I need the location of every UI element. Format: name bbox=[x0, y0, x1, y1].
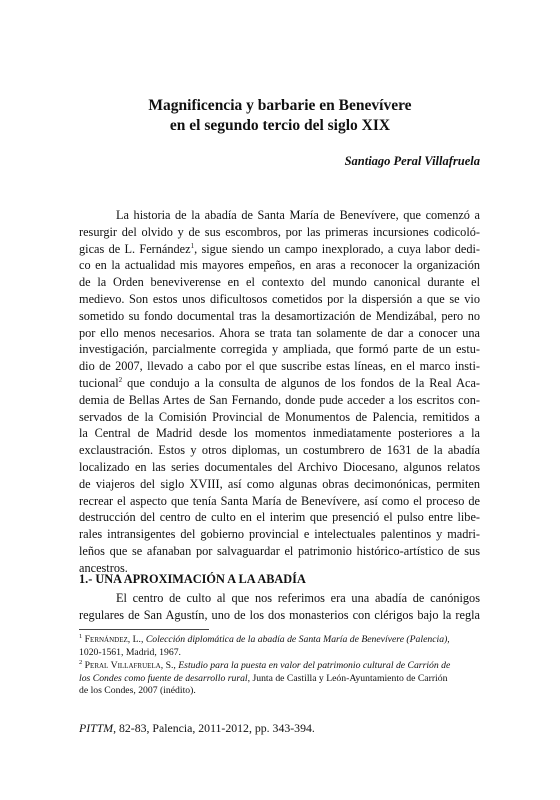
paragraph-line: La historia de la abadía de Santa María de Benevívere, que comenzó a bbox=[116, 208, 480, 222]
paragraph-text: gicas de L. Fernández bbox=[79, 241, 191, 256]
paragraph-text: , sigue siendo un campo inexplorado, a cuya labor dedi- bbox=[194, 241, 480, 256]
paragraph-line: recrear el aspecto que tenía Santa María de Benevívere, así como el proceso de bbox=[79, 493, 480, 508]
footnote-publication: 1020-1561, Madrid, 1967. bbox=[79, 646, 181, 658]
footnote-2 bbox=[79, 660, 480, 698]
footnote-work-title: Colección diplomática de la abadía de Santa María de Benevívere (Palencia), bbox=[145, 634, 450, 645]
paragraph-line: sometido su fondo documental tras la desamortización de Mendizábal, pero no bbox=[79, 308, 480, 323]
paragraph-line: de viajeros del siglo XVIII, así como algunas obras decimonónicas, permiten bbox=[79, 476, 480, 491]
paragraph-line: ancestros. bbox=[79, 560, 128, 575]
paragraph-line: de la Orden beneviverense en el contexto del mundo canonical durante el bbox=[79, 275, 480, 290]
paragraph-line: rales intransigentes del gobierno provincial e intelectuales palentinos y madri- bbox=[79, 527, 480, 542]
paragraph-line: co en la actualidad mis mayores empeños, en aras a reconocer la organización bbox=[79, 258, 480, 273]
footnote-marker: 1 bbox=[190, 241, 195, 250]
footnote-author: Fernández bbox=[84, 634, 128, 645]
paragraph-line: leños que se afanaban por salvaguardar el patrimonio histórico-artístico de sus bbox=[79, 543, 480, 558]
article-title bbox=[80, 96, 480, 136]
footnote-marker: 2 bbox=[118, 375, 123, 384]
journal-citation: , 82-83, Palencia, 2011-2012, pp. 343-394. bbox=[113, 721, 315, 735]
section-paragraph bbox=[79, 590, 480, 624]
footnote-author-initials: , L., bbox=[127, 634, 146, 645]
page-footer bbox=[79, 721, 315, 736]
paragraph-line bbox=[79, 241, 480, 258]
paragraph-line: exclaustración. Estos y otros diplomas, un costumbrero de 1631 de la abadía bbox=[79, 443, 480, 458]
paragraph-line: medievo. Son estos unos dificultosos cometidos por la dispersión a que se vio bbox=[79, 291, 480, 306]
paragraph-line: dio de 2007, llevado a cabo por el que suscribe estas líneas, en el marco insti- bbox=[79, 359, 480, 374]
footnote-publication: , Junta de Castilla y León-Ayuntamiento de Carrión bbox=[247, 672, 448, 684]
paragraph-text: que condujo a la consulta de algunos de los fondos de la Real Aca- bbox=[122, 375, 480, 390]
paragraph-line: por ello menos necesarios. Ahora se trata tan solamente de dar a conocer una bbox=[79, 325, 480, 340]
paragraph-line: investigación, parcialmente corregida y ampliada, que formó parte de un estu- bbox=[79, 342, 480, 357]
title-line-2: en el segundo tercio del siglo XIX bbox=[169, 117, 391, 134]
author-name: Santiago Peral Villafruela bbox=[344, 154, 480, 168]
paragraph-line: servados de la Comisión Provincial de Monumentos de Palencia, remitidos a bbox=[79, 409, 480, 424]
journal-name: PITTM bbox=[79, 721, 114, 735]
footnote-author-initials: , S., bbox=[160, 660, 179, 671]
paragraph-line: resurgir del olvido y de sus escombros, por las primeras incursiones codicoló- bbox=[79, 224, 480, 239]
section-heading: 1.- UNA APROXIMACIÓN A LA ABADÍA bbox=[79, 572, 306, 586]
paragraph-line: la Central de Madrid desde los momentos inmediatamente posteriores a la bbox=[79, 426, 480, 441]
paragraph-text: tucional bbox=[79, 375, 119, 390]
footnote-number: 1 bbox=[79, 632, 83, 640]
paragraph-line: regulares de San Agustín, uno de los dos monasterios con clérigos bajo la regla bbox=[79, 607, 480, 622]
paragraph-line bbox=[79, 375, 480, 392]
paragraph-line: El centro de culto al que nos referimos era una abadía de canónigos bbox=[116, 591, 480, 605]
footnote-publication: de los Condes, 2007 (inédito). bbox=[79, 685, 196, 697]
footnote-work-title: los Condes como fuente de desarrollo rural bbox=[79, 672, 248, 684]
footnote-author: Peral Villafruela bbox=[84, 660, 161, 671]
footnote-number: 2 bbox=[79, 658, 83, 666]
paragraph-line: demia de Bellas Artes de San Fernando, donde pude acceder a los escritos con- bbox=[79, 392, 480, 407]
footnote-1 bbox=[79, 634, 480, 659]
paragraph-line: localizado en las series documentales del Archivo Diocesano, algunos relatos bbox=[79, 459, 480, 474]
footnote-separator bbox=[79, 629, 209, 630]
intro-paragraph bbox=[79, 207, 480, 577]
footnote-work-title: Estudio para la puesta en valor del patrimonio cultural de Carrión de bbox=[178, 660, 451, 671]
title-line-1: Magnificencia y barbarie en Benevívere bbox=[148, 97, 412, 114]
paragraph-line: destrucción del centro de culto en el interim que presenció el pulso entre libe- bbox=[79, 510, 480, 525]
